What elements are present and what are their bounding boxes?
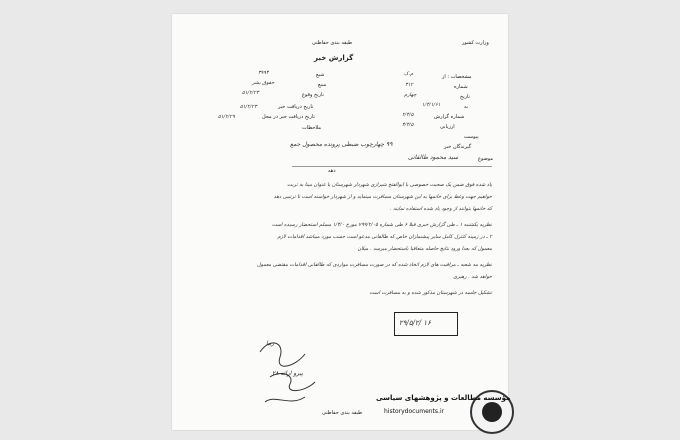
watermark-url: historydocuments.ir [384, 408, 445, 415]
top-classification-label: طبقه بندی حفاظتی [312, 40, 353, 46]
right-field-label: ارزیابی [440, 124, 455, 130]
right-field-value: م.ک [404, 71, 414, 77]
left-field-value: ۳۹۹۴ [258, 70, 269, 76]
left-field-label: تاریخ دریافت خبر [278, 104, 314, 110]
right-field-value: ۴/۴/۵ [402, 122, 414, 128]
left-field-label: ملاحظات [302, 125, 322, 131]
right-field-label: پیوست [464, 134, 479, 140]
right-field-value: چهارم [404, 92, 417, 98]
ministry-label: وزارت کشور [462, 40, 489, 46]
left-field-label: شبع [316, 72, 325, 78]
watermark-name: مؤسسه مطالعات و پژوهشهای سیاسی [376, 394, 511, 402]
date-stamp [394, 312, 458, 336]
left-field-value: ۵۱/۲/۲۹ [218, 114, 235, 120]
right-field-value: ۲/۴/۵ [402, 112, 414, 118]
right-field-label: تاریخ [460, 94, 470, 100]
signature-text: ربیا [266, 340, 275, 347]
body-line: خواهیم جهت وعظ برای خانمها به این شهرستان مسافرت مینماید و از شهردار خواسته است تا ترتیبی دهد [273, 194, 492, 200]
right-field-value: ۳۱۲ [405, 82, 414, 88]
recipients-value: ۹۹ چهارچوب ضبطی پرونده محصول جمع [290, 141, 393, 148]
body-line: ۲ ـ در زمینه کنترل کامل سایر پیشنمازان خاص که طالقانی مدعو است حسب مورد میباشد اقدامات لازم [277, 234, 492, 240]
body-line: نظریه یکشنبه ۱ ـ طی گزارش خبری قبلا ۶ طی شماره ۷۹۹/۲/۰۵ مورخ ۱/۴/۰ مسلم استحضار رسیده است [271, 222, 492, 228]
right-field-label: به [464, 104, 469, 110]
left-field-value: ۵۱/۲/۲۳ [240, 104, 257, 110]
left-field-label: تاریخ وقوع [302, 92, 324, 98]
body-line: معمول که بعدا ورود نتایج حاصله متعاقبا باستحضار میرسد . میلان [357, 246, 492, 252]
right-field-label: شماره [454, 84, 468, 90]
body-line: یاد شده فوق ضمن یک صحبت خصوصی با ابوالفتح شیرازی شهردار شهرستان با عنوان مینا به تربت [287, 182, 492, 188]
right-field-label: مشخصات : از [442, 74, 472, 80]
subject-note: دهه [328, 168, 336, 174]
left-field-value: حقوق بشر [252, 80, 275, 86]
body-line: که خانمها بتوانند از وجود یاد شده استفاده نمایند . [389, 206, 492, 212]
handwritten-note: پیرو ارائه ۲۸ [272, 370, 304, 377]
subject-label: موضوع [478, 156, 494, 162]
right-field-value: ۱/۴/۱/۶۱ [422, 102, 441, 108]
right-field-label: شماره گزارش [434, 114, 465, 120]
body-line: تشکیل جلسه در شهرستان مذکور شده و به مسافرت است [369, 290, 492, 296]
body-line: خواهد شد . رهبری [453, 274, 492, 280]
left-field-label: تاریخ دریافت خبر در محل [262, 114, 315, 120]
right-field-label: گیرندگان خبر [444, 144, 472, 150]
page-title: گزارش خبر [314, 54, 354, 62]
stamp-text: ۲۹/۵/۲/ ۱۶ [399, 319, 431, 327]
left-field-label: منبع [318, 82, 327, 88]
left-field-value: ۵۱/۲/۲۳ [242, 90, 259, 96]
bottom-classification-label: طبقه بندی حفاظتی [322, 410, 363, 416]
body-line: نظریه مه شعبه ـ مراقبت های لازم اتخاذ شده که در صورت مسافرت مواردی که طالقانی اقدامات مقتضی معمول [256, 262, 492, 268]
handwritten-signature [250, 332, 330, 422]
document-page [172, 14, 511, 430]
subject-value: سید محمود طالقانی [408, 154, 459, 161]
